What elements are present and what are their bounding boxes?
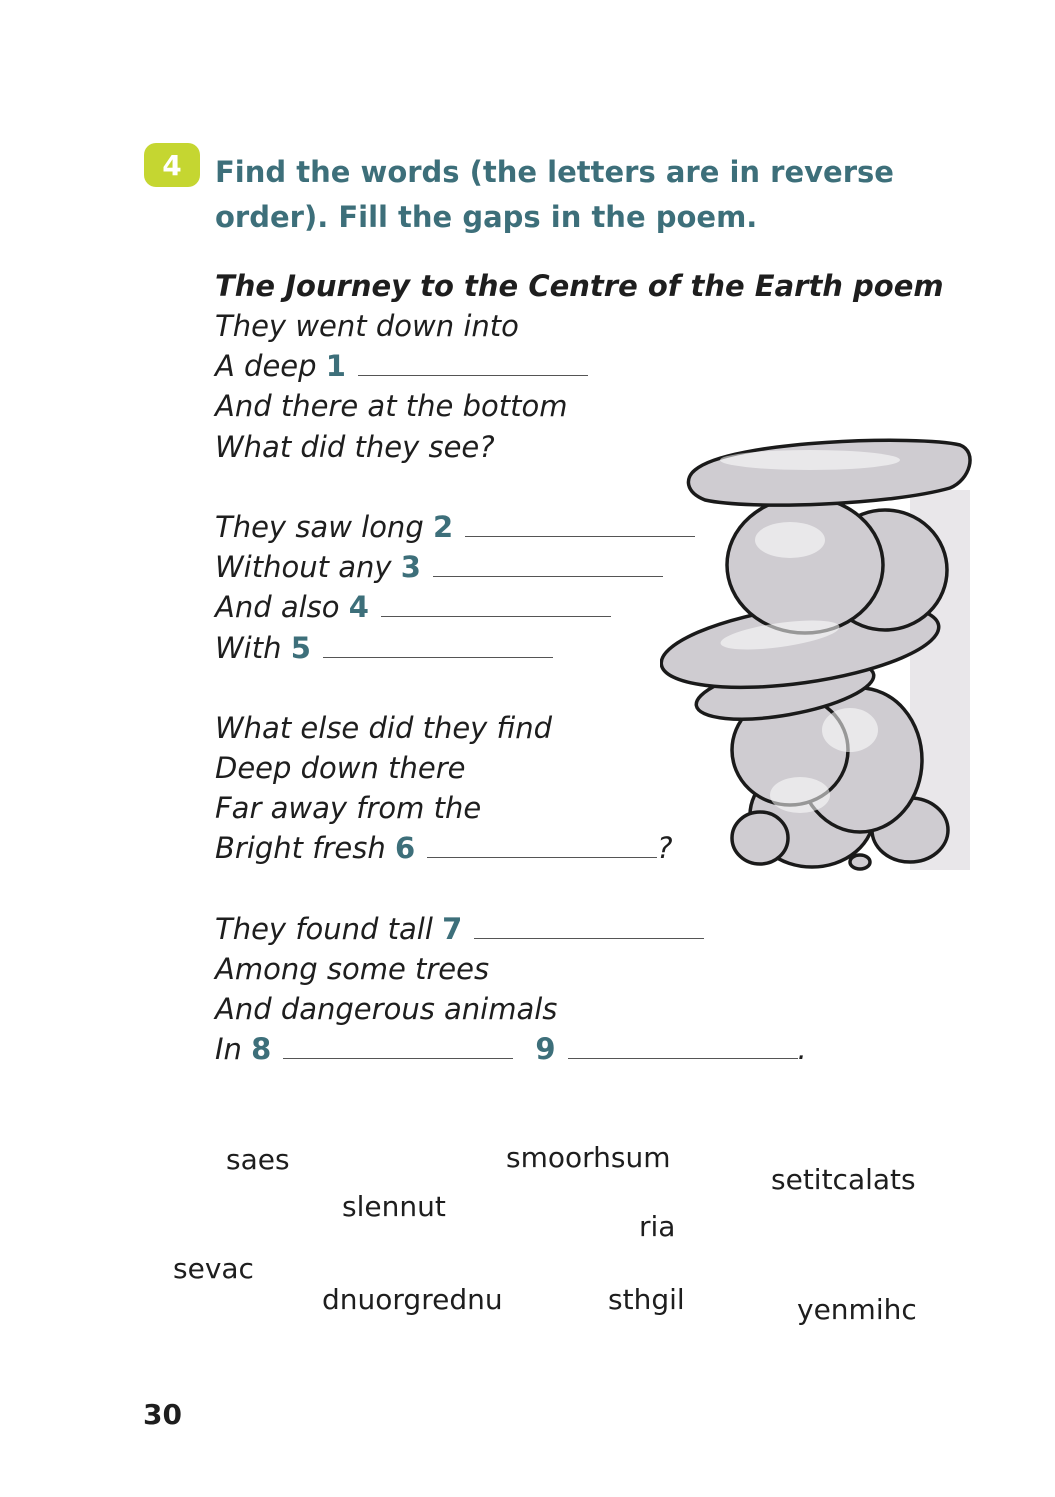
poem-line: In 8 9 . bbox=[215, 1032, 807, 1067]
answer-blank[interactable] bbox=[427, 829, 657, 858]
gap-number: 3 bbox=[400, 550, 421, 585]
poem-line: Bright fresh 6 ? bbox=[215, 831, 673, 866]
word-bank-item: ria bbox=[639, 1210, 676, 1243]
poem-line: Without any 3 bbox=[215, 547, 835, 587]
poem-line: Deep down there bbox=[215, 751, 466, 786]
poem-line: And dangerous animals bbox=[215, 992, 558, 1027]
poem-line: And also 4 bbox=[215, 587, 835, 627]
stacked-rocks-illustration bbox=[660, 430, 980, 880]
word-bank-item: smoorhsum bbox=[506, 1141, 671, 1174]
gap-number: 5 bbox=[290, 630, 311, 665]
word-bank-item: sthgil bbox=[608, 1283, 685, 1316]
poem-line: They found tall 7 bbox=[215, 909, 835, 949]
answer-blank[interactable] bbox=[474, 910, 704, 939]
poem-line: They saw long 2 bbox=[215, 507, 835, 547]
gap-number: 1 bbox=[325, 349, 346, 384]
poem-line: What did they see? bbox=[215, 429, 495, 464]
word-bank-item: dnuorgrednu bbox=[322, 1283, 503, 1316]
answer-blank[interactable] bbox=[358, 347, 588, 376]
word-bank-item: setitcalats bbox=[771, 1163, 916, 1196]
answer-blank[interactable] bbox=[323, 629, 553, 658]
gap-number: 9 bbox=[535, 1032, 556, 1067]
poem-title: The Journey to the Centre of the Earth poem bbox=[215, 269, 944, 303]
gap-number: 4 bbox=[348, 590, 369, 625]
gap-number: 7 bbox=[442, 911, 463, 946]
answer-blank[interactable] bbox=[568, 1030, 798, 1059]
answer-blank[interactable] bbox=[381, 588, 611, 617]
poem-line: Far away from the bbox=[215, 791, 482, 826]
instruction-line-2: order). Fill the gaps in the poem. bbox=[215, 200, 758, 234]
exercise-number-badge: 4 bbox=[144, 143, 200, 187]
word-bank-item: sevac bbox=[173, 1252, 254, 1285]
poem-line: What else did they find bbox=[215, 710, 553, 745]
word-bank-item: yenmihc bbox=[797, 1293, 917, 1326]
page-number: 30 bbox=[143, 1398, 182, 1431]
instruction-line-1: Find the words (the letters are in reverse bbox=[215, 155, 894, 189]
word-bank-item: slennut bbox=[342, 1190, 446, 1223]
word-bank-item: saes bbox=[226, 1143, 290, 1176]
gap-number: 2 bbox=[432, 509, 454, 544]
gap-number: 6 bbox=[394, 831, 416, 866]
answer-blank[interactable] bbox=[283, 1030, 513, 1059]
poem-line: Among some trees bbox=[215, 952, 490, 986]
poem-line: A deep 1 bbox=[215, 346, 835, 386]
exercise-instruction bbox=[215, 150, 975, 240]
answer-blank[interactable] bbox=[433, 548, 663, 577]
gap-number: 8 bbox=[251, 1032, 272, 1067]
poem-line: With 5 bbox=[215, 628, 835, 668]
poem-line: And there at the bottom bbox=[215, 389, 568, 424]
poem-line: They went down into bbox=[215, 309, 519, 343]
